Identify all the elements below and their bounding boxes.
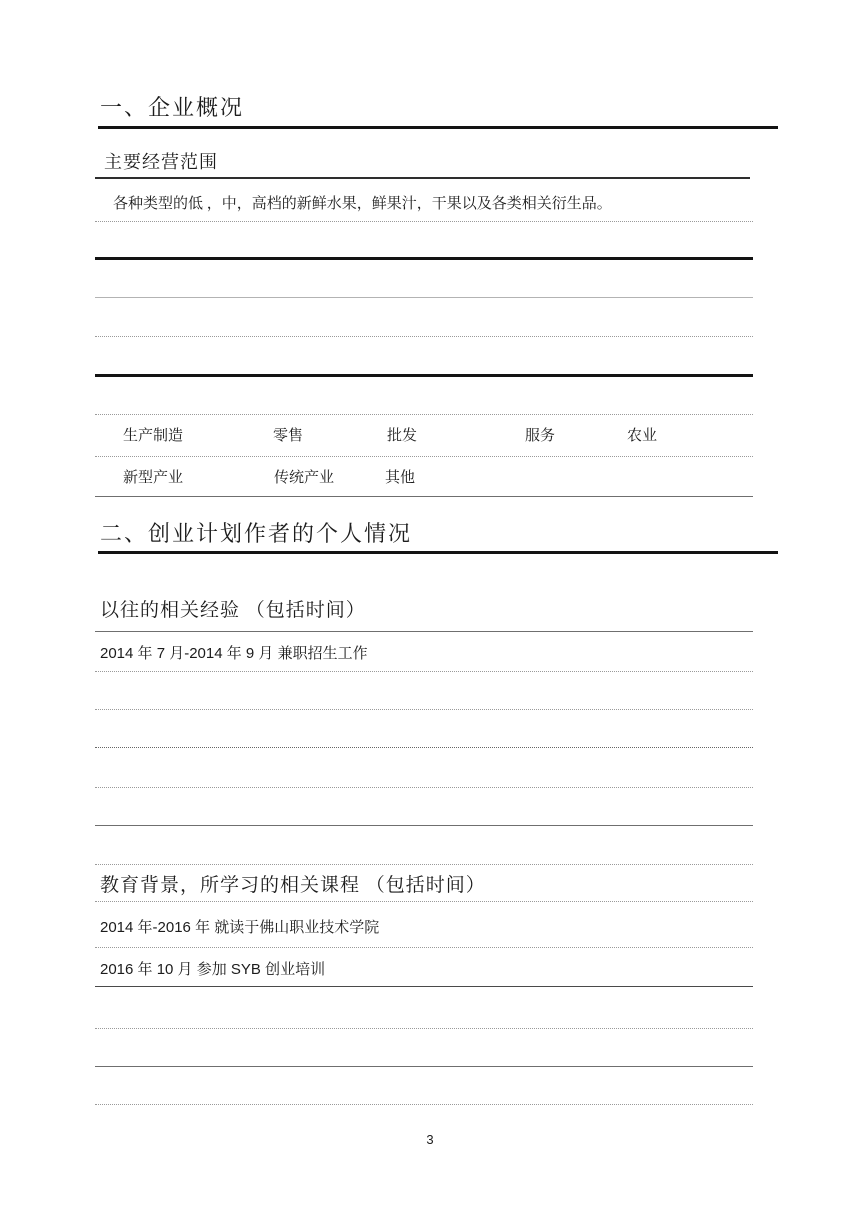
- field-line: [95, 414, 753, 415]
- education-entry: 2014 年-2016 年 就读于佛山职业技术学院: [100, 919, 380, 936]
- education-label-underline: [95, 901, 753, 902]
- business-scope-label-underline: [95, 177, 750, 179]
- field-line: [95, 1028, 753, 1029]
- education-label: 教育背景，所学习的相关课程 （包括时间）: [100, 875, 486, 896]
- field-line: [95, 947, 753, 948]
- industry-option-agriculture: 农业: [627, 428, 658, 444]
- industry-option-wholesale: 批发: [387, 428, 418, 444]
- business-scope-value: 各种类型的低 ，中，高档的新鲜水果，鲜果汁，干果以及各类相关衍生品。: [113, 196, 612, 212]
- industry-option-traditional-industry: 传统产业: [274, 470, 335, 486]
- field-line-thick: [95, 374, 753, 377]
- field-line-thick: [95, 257, 753, 260]
- field-line: [95, 864, 753, 865]
- field-line: [95, 825, 753, 826]
- field-line: [95, 671, 753, 672]
- field-line: [95, 456, 753, 457]
- field-line: [95, 336, 753, 337]
- field-line: [95, 496, 753, 497]
- industry-option-manufacturing: 生产制造: [123, 428, 184, 444]
- section1-heading: 一、企业概况: [100, 95, 245, 120]
- field-line: [95, 1066, 753, 1067]
- field-line: [95, 986, 753, 987]
- industry-option-other: 其他: [385, 470, 416, 486]
- field-line: [95, 709, 753, 710]
- field-line: [95, 221, 753, 222]
- section2-heading: 二、创业计划作者的个人情况: [100, 521, 413, 546]
- field-line: [95, 787, 753, 788]
- field-line: [95, 747, 753, 748]
- industry-option-service: 服务: [525, 428, 556, 444]
- business-scope-label: 主要经营范围: [104, 152, 218, 172]
- industry-option-retail: 零售: [273, 428, 304, 444]
- section2-heading-underline: [98, 551, 778, 554]
- industry-option-new-industry: 新型产业: [123, 470, 184, 486]
- page-number: 3: [426, 1132, 434, 1147]
- experience-label: 以往的相关经验 （包括时间）: [100, 600, 366, 621]
- experience-label-underline: [95, 631, 753, 632]
- field-line: [95, 1104, 753, 1105]
- education-entry: 2016 年 10 月 参加 SYB 创业培训: [100, 961, 326, 978]
- experience-entry: 2014 年 7 月-2014 年 9 月 兼职招生工作: [100, 645, 368, 662]
- field-line: [95, 297, 753, 298]
- section1-heading-underline: [98, 126, 778, 129]
